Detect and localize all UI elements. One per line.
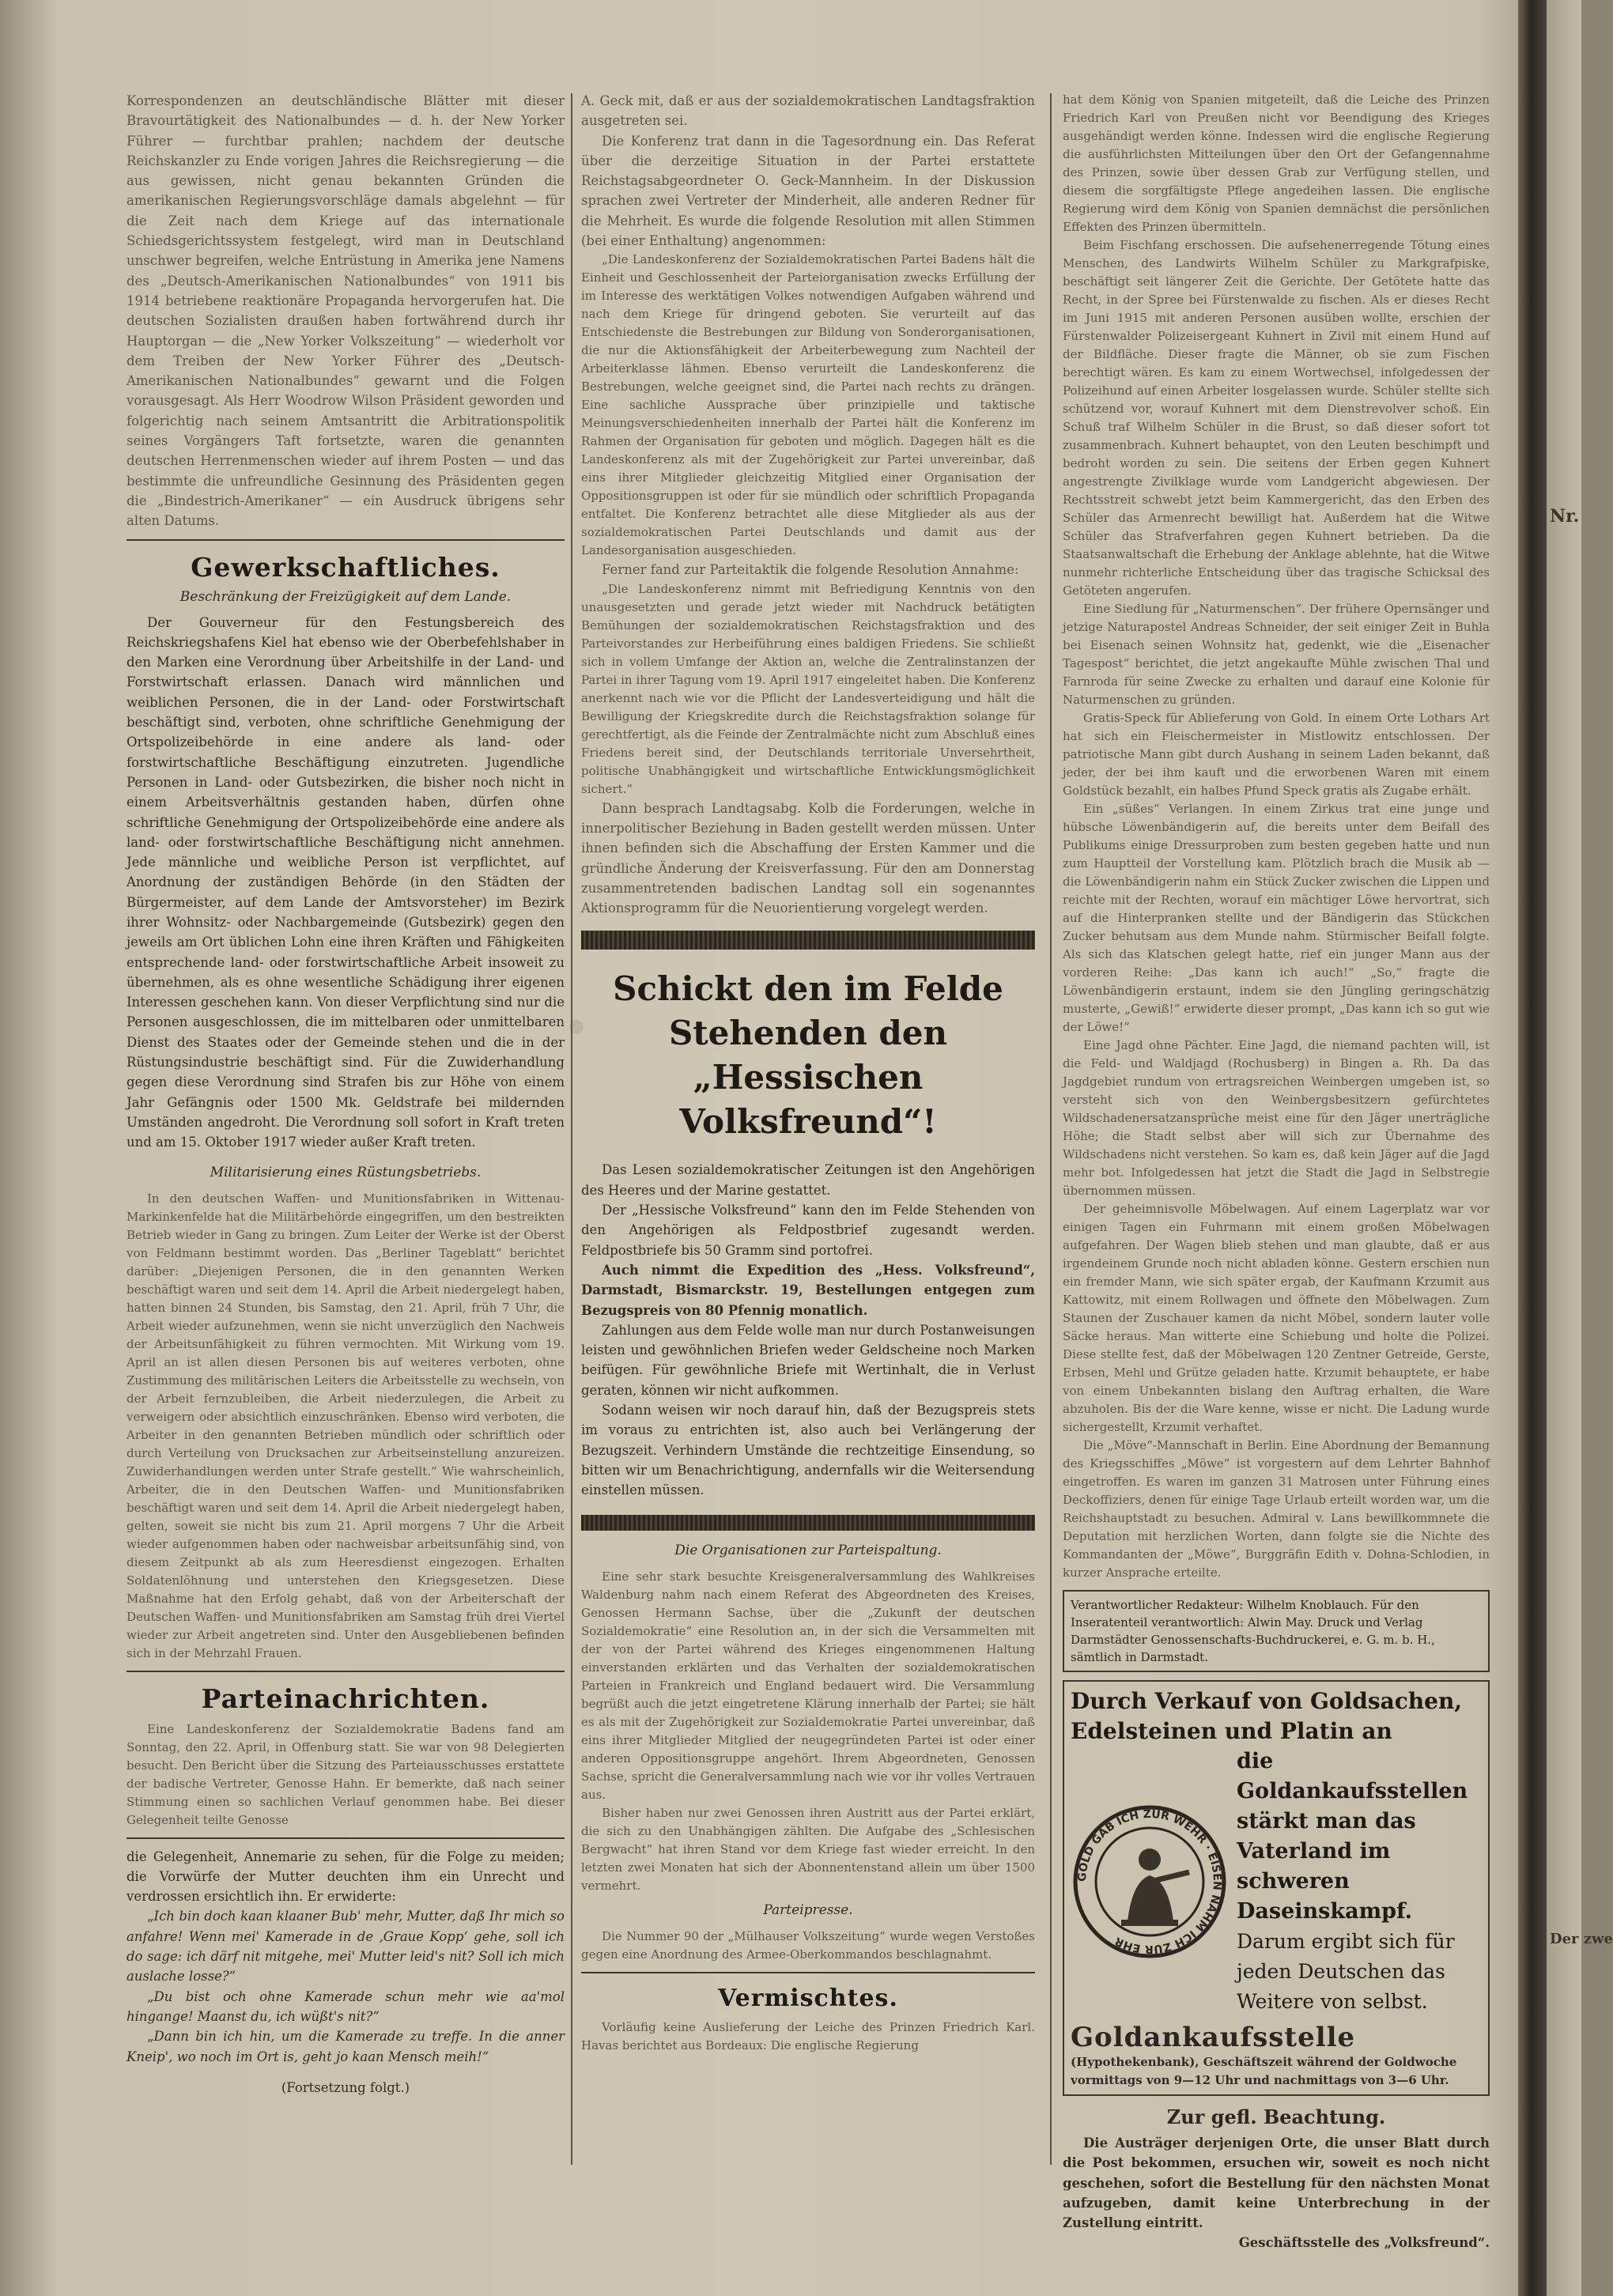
ad-goldankaufsstelle: Goldankaufsstelle (1071, 2022, 1356, 2053)
page-fold-shadow (0, 0, 55, 2296)
column-rule-1 (571, 93, 572, 2165)
article-paragraph: Die Konferenz trat dann in die Tagesordnung ein. Das Referat über die derzeitige Situation in der Partei erstattete Reichstagsabgeordneter O. Geck-Mannheim. In der Diskussion sprachen zwei Vertreter der Minderheit, alle anderen Redner für die Mehrheit. Es wurde die folgende Resolution mit allen Stimmen (bei einer Enthaltung) angenommen: (581, 133, 1035, 249)
article-body-presse: Die Nummer 90 der „Mülhauser Volkszeitung“ wurde wegen Verstoßes gegen eine Anordnung des Armee-Oberkommandos beschlagnahmt. (581, 1928, 1035, 1962)
section-heading-vermischtes: Vermischtes. (718, 1984, 898, 2012)
column-2 (581, 91, 1035, 2162)
subscription-text: Sodann weisen wir noch darauf hin, daß der Bezugspreis stets im voraus zu entrichten ist, also auch bei Verlängerung der Bezugszeit. Verhindern Umstände die rechtzeitige Einsendung, so bitten wir um Benachrichtigung, andernfalls wir die Weitersendung einstellen müssen. (581, 1403, 1035, 1498)
column-1 (127, 91, 565, 2162)
ad-body (1071, 1747, 1482, 2017)
article-paragraph: Eine Siedlung für „Naturmenschen“. Der frühere Opernsänger und jetzige Naturapostel Andreas Schneider, der seit einiger Zeit in Buhla bei Eisenach seinen Wohnsitz hat, gedenkt, wie die „Eisenacher Tagespost“ berichtet, die jetzt angekaufte Mühle zwischen Thal und Farnroda für seine Zwecke zu erhalten und darauf eine Kolonie für Naturmenschen zu gründen. (1063, 602, 1490, 707)
gold-seal-icon (1071, 1803, 1229, 1961)
imprint-text: Verantwortlicher Redakteur: Wilhelm Knoblauch. Für den Inseratenteil verantwortlich: Alwin May. Druck und Verlag Darmstädter Genossenschafts-Buchdruckerei, e. G. m. b. H., sämtlich in Darmstadt. (1071, 1598, 1435, 1664)
column-rule-2 (1050, 93, 1052, 2165)
ad-claim-2: Darum ergibt sich für jeden Deutschen das Weitere von selbst. (1237, 1930, 1455, 2013)
section-rule (127, 539, 565, 541)
section-heading-gewerkschaft: Gewerkschaftliches. (191, 551, 501, 583)
article-title-org: Die Organisationen zur Parteispaltung. (674, 1542, 942, 1558)
ad-hours: (Hypothekenbank), Geschäftszeit während der Goldwoche vormittags von 9—12 Uhr und nachmittags von 3—6 Uhr. (1071, 2055, 1457, 2087)
feuilleton-quote: „Du bist och ohne Kamerade schun mehr wie aa'mol hingange! Maanst du, ich wüßt's nit?“ (127, 1988, 565, 2024)
subscription-text: Auch nimmt die Expedition des „Hess. Volksfreund“, Darmstadt, Bismarckstr. 19, Bestellungen entgegen zum Bezugspreis von 80 Pfennig monatlich. (581, 1262, 1035, 1318)
subscription-text: Zahlungen aus dem Felde wolle man nur durch Postanweisungen leisten und gewöhnlichen Briefen weder Geldscheine noch Marken beifügen. Für gewöhnliche Briefe mit Wertinhalt, die in Verlust geraten, können wir nicht aufkommen. (581, 1322, 1035, 1398)
ad-footer (1071, 2022, 1482, 2090)
notice-signature: Geschäftsstelle des „Volksfreund“. (1238, 2235, 1490, 2251)
article-paragraph: Beim Fischfang erschossen. Die aufsehenerregende Tötung eines Menschen, des Landwirts Wilhelm Schüler zu Markgrafpiske, beschäftigt seit längerer Zeit die Gerichte. Der Getötete hatte das Recht, in der Spree bei Fürstenwalde zu fischen. Als er dieses Recht im Juni 1915 mit anderen Personen ausüben wollte, erschien der Fürstenwalder Polizeisergeant Kuhnert in Zivil mit einem Hund auf der Bildfläche. Dieser fragte die Männer, ob sie zum Fischen berechtigt wären. Es kam zu einem Wortwechsel, infolgedessen der Polizeihund auf einen Arbeiter losgelassen wurde. Schüler stellte sich schützend vor, worauf Kuhnert mit dem Dienstrevolver schoß. Ein Schuß traf Wilhelm Schüler in die Brust, so daß dieser sofort tot zusammenbrach. Kuhnert behauptet, von den Leuten beschimpft und bedroht worden zu sein. Die seitens der Erben gegen Kuhnert angestrengte Zivilklage wurde vom Landgericht abgewiesen. Der Rechtsstreit schwebt jetzt beim Kammergericht, das den Erben des Schüler das Armenrecht bewilligt hat. Außerdem hat die Witwe Schüler das Strafverfahren gegen Kuhnert betrieben. Da die Staatsanwaltschaft die Erhebung der Anklage ablehnte, hat die Witwe nunmehr richterliche Entscheidung über das tragische Schicksal des Getöteten angerufen. (1063, 238, 1490, 598)
ad-claim: die Goldankaufsstellen stärkt man das Vaterland im schweren Daseinskampf. (1237, 1749, 1468, 1924)
article-body-partei: Eine Landeskonferenz der Sozialdemokratie Badens fand am Sonntag, den 22. April, in Offenburg statt. Sie war von 98 Delegierten besucht. Den Bericht über die Sitzung des Parteiausschusses erstattete der badische Vertreter, Genosse Hahn. Er bemerkte, daß nach seiner Stimmung einen so sachlichen Verlauf genommen habe. Bei dieser Gelegenheit teilte Genosse (127, 1721, 565, 1827)
section-heading-partei: Parteinachrichten. (201, 1682, 490, 1714)
article-intro: A. Geck mit, daß er aus der sozialdemokratischen Landtagsfraktion ausgetreten sei. (581, 93, 1035, 129)
column-3 (1063, 91, 1490, 2251)
feuilleton-text: die Gelegenheit, Annemarie zu sehen, für die Folge zu meiden; die Vorwürfe der Mutter deuchten ihm ein Unrecht und verdrossen ersichtlich ihn. Er erwiderte: (127, 1849, 565, 1905)
ad-headline: Durch Verkauf von Goldsachen, Edelsteinen und Platin an (1071, 1688, 1463, 1744)
article-paragraph: hat dem König von Spanien mitgeteilt, daß die Leiche des Prinzen Friedrich Karl von Preußen nicht vor Beendigung des Krieges ausgehändigt werden könne. Indessen wird die englische Regierung die ausführlichsten Mitteilungen über den Ort der Gefangennahme des Prinzen, sowie über dessen Grab zur Verfügung stellen, und diesem die sorgfältigste Pflege angedeihen lassen. Die englische Regierung wird dem König von Spanien demnächst die persönlichen Effekten des Prinzen übermitteln. (1063, 93, 1490, 234)
notice-text: Die Austräger derjenigen Orte, die unser Blatt durch die Post bekommen, ersuchen wir, soweit es noch nicht geschehen, sofort die Bestellung für den nächsten Monat aufzugeben, damit keine Unterbrechung in der Zustellung eintritt. (1063, 2136, 1490, 2231)
article-body-vermischtes: Vorläufig keine Auslieferung der Leiche des Prinzen Friedrich Karl. Havas berichtet aus Bordeaux: Die englische Regierung (581, 2019, 1035, 2052)
article-paragraph: Eine Jagd ohne Pächter. Eine Jagd, die niemand pachten will, ist die Feld- und Waldjagd (Rochusberg) in Bingen a. Rh. Da das Jagdgebiet rundum von ertragsreichen Weinbergen umgeben ist, so versteht sich von den Weinbergsbesitzern gefürchtetes Wildschadenersatzansprüche meist eine für den Jäger unerträgliche Höhe; die Stadt selbst aber will sich zur Übernahme des Wildschadens nicht verstehen. So kam es, daß kein Jäger auf die Jagd mehr bot. Infolgedessen hat jetzt die Stadt die Jagd in Selbstregie übernommen müssen. (1063, 1038, 1490, 1198)
article-title-militaer: Militarisierung eines Rüstungsbetriebs. (210, 1164, 482, 1180)
adjacent-page-fragment: Nr. (1550, 506, 1580, 527)
decorative-banner (581, 1515, 1035, 1531)
feuilleton-quote: „Ich bin doch kaan klaaner Bub' mehr, Mutter, daß Ihr mich so anfahre! Wenn mei' Kamerade in de ‚Graue Kopp‘ gehe, soll ich do sage: ich därf nit mitgehe, mei' Mutter leid's nit? Soll ich mich auslache losse?“ (127, 1909, 565, 1984)
seal-legend: GOLD GAB ICH ZUR WEHR · EISEN NAHM ICH ZUR EHR (1075, 1807, 1224, 1956)
decorative-banner (581, 931, 1035, 950)
article-paragraph: Dann besprach Landtagsabg. Kolb die Forderungen, welche in innerpolitischer Beziehung in Baden gestellt werden müssen. Unter ihnen befinden sich die Abschaffung der Ersten Kammer und die gründliche Änderung der Kreisverfassung. Für den am Donnerstag zusammentretenden badischen Landtag soll ein sogenanntes Aktionsprogramm für die Neuorientierung vorgelegt werden. (581, 800, 1035, 916)
section-rule (581, 1972, 1035, 1973)
continued-note: (Fortsetzung folgt.) (281, 2079, 410, 2095)
article-body-militaer: In den deutschen Waffen- und Munitionsfabriken in Wittenau-Markinkenfelde hat die Militärbehörde eingegriffen, um den bestreikten Betrieb wieder in Gang zu bringen. Zum Leiter der Werke ist der Oberst von Feldmann bestimmt worden. Das „Berliner Tageblatt“ berichtet darüber: „Diejenigen Personen, die in den genannten Werken beschäftigt waren und seit dem 14. April die Arbeit niedergelegt haben, hatten binnen 24 Stunden, bis Samstag, den 21. April, früh 7 Uhr, die Arbeit wieder aufzunehmen, wenn sie nicht unverzüglich den Nachweis der Arbeitsunfähigkeit zu führen vermochten. Mit Wirkung vom 19. April an ist allen diesen Personen bis auf weiteres verboten, ohne Zustimmung des militärischen Leiters die Arbeitsstelle zu wechseln, von der Arbeit fernzubleiben, die Arbeit niederzulegen, die Arbeit zu verweigern oder absichtlich einzuschränken. Ebenso wird verboten, die Arbeiter in den genannten Betrieben mündlich oder schriftlich oder durch Verteilung von Drucksachen zur Arbeitseinstellung anzureizen. Zuwiderhandlungen werden unter Strafe gestellt.“ Wie wahrscheinlich, Arbeiter, die in den Deutschen Waffen- und Munitionsfabriken beschäftigt waren und seit dem 14. April die Arbeit niedergelegt haben, gelten, soweit sie nicht bis zum 21. April morgens 7 Uhr die Arbeit wieder aufgenommen haben oder nachweisbar arbeitsunfähig sind, von diesem Zeitpunkt ab als zum Heeresdienst eingezogen. Erhalten Soldatenlöhnung und unterstehen den Kriegsgesetzen. Diese Maßnahme hat den Erfolg gehabt, daß von der Arbeiterschaft der Deutschen Waffen- und Munitionsfabriken am Samstag früh drei Viertel wieder zur Arbeit angetreten sind. Unter den Ausgebliebenen befinden sich in der Mehrzahl Frauen. (127, 1191, 565, 1660)
gold-advertisement (1063, 1680, 1490, 2096)
article-paragraph: Ferner fand zur Parteitaktik die folgende Resolution Annahme: (602, 562, 1019, 578)
feuilleton-quote: „Dann bin ich hin, um die Kamerade zu treffe. In die anner Kneip', wo noch im Ort is, geht jo kaan Mensch meih!“ (127, 2029, 565, 2064)
binding-spine (1518, 0, 1547, 2296)
article-paragraph: Ein „süßes“ Verlangen. In einem Zirkus trat eine junge und hübsche Löwenbändigerin auf, die bereits unter dem Beifall des Publikums einige Dressurproben zum besten gegeben hatte und nun zum Hauptteil der Vorstellung kam. Plötzlich brach die Musik ab — die Löwenbändigerin nahm ein Stück Zucker zwischen die Lippen und reichte mit der Rechten, worauf ein mächtiger Löwe hervortrat, sich auf die Hinterpranken stellte und der Bändigerin das Stückchen Zucker behutsam aus dem Munde nahm. Stürmischer Beifall folgte. Als sich das Klatschen gelegt hatte, rief ein junger Mann aus der vorderen Reihe: „Das kann ich auch!“ „So,“ fragte die Löwenbändigerin erstaunt, indem sie den Jüngling geringschätzig musterte, „Gewiß!“ erwiderte dieser prompt, „Das kann ich so gut wie der Löwe!“ (1063, 802, 1490, 1034)
subscription-text: Das Lesen sozialdemokratischer Zeitungen ist den Angehörigen des Heeres und der Marine gestattet. (581, 1162, 1035, 1198)
article-paragraph: Der geheimnisvolle Möbelwagen. Auf einem Lagerplatz war vor einigen Tagen ein Fuhrmann mit einem großen Möbelwagen aufgefahren. Der Wagen blieb stehen und man glaubte, daß er aus irgendeinem Grunde noch nicht abladen könne. Gestern erschien nun ein fremder Mann, wie sich später ergab, der Kaufmann Krzumit aus Kattowitz, mit einem Rollwagen und öffnete den Möbelwagen. Zum Staunen der Zuschauer kamen da nicht Möbel, sondern lauter volle Säcke heraus. Man witterte eine Schiebung und holte die Polizei. Diese stellte fest, daß der Möbelwagen 120 Zentner Getreide, Gerste, Erbsen, Mehl und Grütze geladen hatte. Krzumit behauptete, er habe von einem Unbekannten bislang den Auftrag erhalten, die Ware abzuholen. Bis der die Ware kenne, wisse er nicht. Die Ladung wurde sichergestellt, Krzumit verhaftet. (1063, 1202, 1490, 1434)
subscription-headline: Schickt den im Felde Stehenden den „Hessischen Volksfreund“! (613, 969, 1003, 1142)
resolution-text: „Die Landeskonferenz der Sozialdemokratischen Partei Badens hält die Einheit und Geschlossenheit der Parteiorganisation zwecks Erfüllung der im Interesse des werktätigen Volkes notwendigen Aufgaben während und nach dem Kriege für dringend geboten. Sie verurteilt auf das Entschiedenste die Bestrebungen zur Bildung von Sonderorganisationen, die nur die Aktionsfähigkeit der Arbeiterbewegung zum Nachteil der Arbeiterklasse lähmen. Ebenso verurteilt die Landeskonferenz die Bestrebungen, welche geeignet sind, die Partei nach rechts zu drängen. Eine sachliche Aussprache über prinzipielle und taktische Meinungsverschiedenheiten innerhalb der Partei hält die Konferenz im Rahmen der Organisation für geboten und möglich. Dagegen hält es die Landeskonferenz als mit der Zugehörigkeit zur Partei unvereinbar, daß eins ihrer Mitglieder gleichzeitig Mitglied einer Organisation der Oppositionsgruppen ist oder für sie mündlich oder schriftlich Propaganda entfaltet. Die Konferenz betrachtet alle diese Mitglieder als aus der sozialdemokratischen Partei Deutschlands und damit aus der Landesorganisation ausgeschieden. (581, 252, 1035, 558)
ad-text (1237, 1747, 1482, 2017)
article-body-org: Eine sehr stark besuchte Kreisgeneralversammlung des Wahlkreises Waldenburg nahm nach einem Referat des Abgeordneten des Kreises, Genossen Hermann Sachse, über die „Zukunft der deutschen Sozialdemokratie“ eine Resolution an, in der sich die Versammelten mit der von der Partei während des Krieges eingenommenen Haltung einverstanden erklärten und das Verhalten der sozialdemokratischen Parteien in Frankreich und England bedauert wird. Die Versammlung begrüßt auch die jetzt eingetretene Klärung innerhalb der Partei; sie hält es als mit der Zugehörigkeit zur Sozialdemokratie Partei unvereinbar, daß eins ihrer Mitglieder Mitglied der neugegründeten Partei ist oder einer anderen Oppositionsgruppe angehört. Ihrem Abgeordneten, Genossen Sachse, spricht die Generalversammlung nach wie vor ihr volles Vertrauen aus. (581, 1569, 1035, 1802)
section-rule (127, 1671, 565, 1672)
notice-heading: Zur gefl. Beachtung. (1166, 2105, 1386, 2128)
adjacent-page-fragment: Der zwe (1550, 1931, 1613, 1947)
article-title-presse: Parteipresse. (763, 1901, 853, 1918)
article-title-freizuegigkeit: Beschränkung der Freizügigkeit auf dem Lande. (179, 588, 512, 605)
article-paragraph: Gratis-Speck für Ablieferung von Gold. In einem Orte Lothars Art hat sich ein Fleischermeister in Mistlowitz entschlossen. Der patriotische Mann gibt durch Aushang in seinem Laden bekannt, daß jeder, der bei ihm kauft und die erworbenen Waren mit einem Goldstück bezahlt, ein halbes Pfund Speck gratis als Zugabe erhält. (1063, 711, 1490, 798)
imprint-box (1063, 1590, 1490, 1672)
resolution-text: „Die Landeskonferenz nimmt mit Befriedigung Kenntnis von den unausgesetzten und gerade jetzt wieder mit Nachdruck betätigten Bemühungen der sozialdemokratischen Reichstagsfraktion und des Parteivorstandes zur Herbeiführung eines baldigen Friedens. Sie schließt sich in vollem Umfange der Aktion an, welche die Zentralinstanzen der Partei in ihrer Tagung vom 19. April 1917 eingeleitet haben. Die Konferenz anerkennt nach wie vor die Pflicht der Landesverteidigung und hält die Bewilligung der Kriegskredite durch die Reichstagsfraktion solange für gerechtfertigt, als die Feinde der Zentralmächte nicht zum Abschluß eines Friedens bereit sind, der Deutschlands territoriale Unversehrtheit, politische Unabhängigkeit und wirtschaftliche Entwicklungsmöglichkeit sichert.“ (581, 581, 1035, 796)
article-body-org: Bisher haben nur zwei Genossen ihren Austritt aus der Partei erklärt, die sich zu den Unabhängigen zählten. Die Aufgabe des „Schlesischen Bergwacht“ hat ihren Stand vor dem Kriege fast wieder erreicht. In den letzten zwei Monaten hat sich der Abonnentenstand allein um über 1500 vermehrt. (581, 1805, 1035, 1893)
article-paragraph: Die „Möve“-Mannschaft in Berlin. Eine Abordnung der Bemannung des Kriegsschiffes „Möwe“ ist vorgestern auf dem Lehrter Bahnhof eingetroffen. Es waren im ganzen 31 Matrosen unter Führung eines Deckoffiziers, denen für einige Tage Urlaub erteilt worden war, um die Reichshauptstadt zu besuchen. Admiral v. Lans bewillkommnete die Deputation mit herzlichen Worten, dann folgte sie die Nichte des Kommandanten der „Möwe“, Burggräfin Edith v. Dohna-Schlodien, in kurzer Ansprache erteilte. (1063, 1438, 1490, 1580)
adjacent-page-edge (1547, 0, 1613, 2296)
feuilleton-rule (127, 1837, 565, 1839)
article-body-freizuegigkeit: Der Gouverneur für den Festungsbereich des Reichskriegshafens Kiel hat ebenso wie der Oberbefehlshaber in den Marken eine Verordnung über Arbeitshilfe in der Land- und Forstwirtschaft erlassen. Danach wird männlichen und weiblichen Personen, die in der Land- oder Forstwirtschaft beschäftigt sind, verboten, ohne schriftliche Genehmigung der Ortspolizeibehörde in eine andere als land- oder forstwirtschaftliche Beschäftigung einzutreten. Jugendliche Personen in Land- oder Gutsbezirken, die bisher noch nicht in einem Arbeitsverhältnis gestanden haben, dürfen ohne schriftliche Genehmigung der Ortspolizeibehörde eine andere als land- oder forstwirtschaftliche Beschäftigung nicht annehmen. Jede männliche und weibliche Person ist verpflichtet, auf Anordnung der zuständigen Behörde (in den Städten der Bürgermeister, auf dem Lande der Amtsvorsteher) im Bezirk ihrer Wohnsitz- oder Nachbargemeinde (Gutsbezirk) gegen den jeweils am Ort üblichen Lohn eine ihren Kräften und Fähigkeiten entsprechende land- oder forstwirtschaftliche Arbeit insoweit zu übernehmen, als es ohne wesentliche Schädigung ihrer eigenen Interessen geschehen kann. Von dieser Verpflichtung sind nur die Personen ausgeschlossen, die im mittelbaren oder unmittelbaren Dienst des Staates oder der Gemeinde stehen und die in der Rüstungsindustrie beschäftigt sind. Für die Zuwiderhandlung gegen diese Verordnung sind Strafen bis zur Höhe von einem Jahr Gefängnis oder 1500 Mk. Geldstrafe bei mildernden Umständen angedroht. Die Verordnung soll sofort in Kraft treten und am 15. Oktober 1917 wieder außer Kraft treten. (127, 614, 565, 1150)
subscription-text: Der „Hessische Volksfreund“ kann den im Felde Stehenden von den Angehörigen als Feldpostbrief zugesandt werden. Feldpostbriefe bis 50 Gramm sind portofrei. (581, 1203, 1035, 1258)
article-intro: Korrespondenzen an deutschländische Blätter mit dieser Bravourtätigkeit des Nationalbundes — d. h. der New Yorker Führer — furchtbar prahlen; nachdem der deutsche Reichskanzler zu Ende vorigen Jahres die Reichsregierung — die aus gewissen, nicht genau bekannten Gründen die amerikanischen Regierungsvorschläge damals abgelehnt — für die Zeit nach dem Kriege auf das internationale Schiedsgerichtssystem festgelegt, wird man in Deutschland unschwer begreifen, welche Entrüstung in Amerika jene Namens des „Deutsch-Amerikanischen Nationalbundes“ von 1911 bis 1914 betriebene reaktionäre Propaganda hervorgerufen hat. Die deutschen Sozialisten draußen haben fortwährend durch ihr Hauptorgan — die „New Yorker Volkszeitung“ — wiederholt vor dem Treiben der New Yorker Führer des „Deutsch-Amerikanischen Nationalbundes“ gewarnt und die Folgen vorausgesagt. Als Herr Woodrow Wilson Präsident geworden und folgerichtig nach seinem Amtsantritt die Arbitrationspolitik seines Vorgängers Taft fortsetzte, waren die genannten deutschen Herrenmenschen wieder auf ihrem Posten — und das bestimmte die unfreundliche Gesinnung des Präsidenten gegen die „Bindestrich-Amerikaner“ — ein Ausdruck übrigens sehr alten Datums. (127, 93, 565, 529)
